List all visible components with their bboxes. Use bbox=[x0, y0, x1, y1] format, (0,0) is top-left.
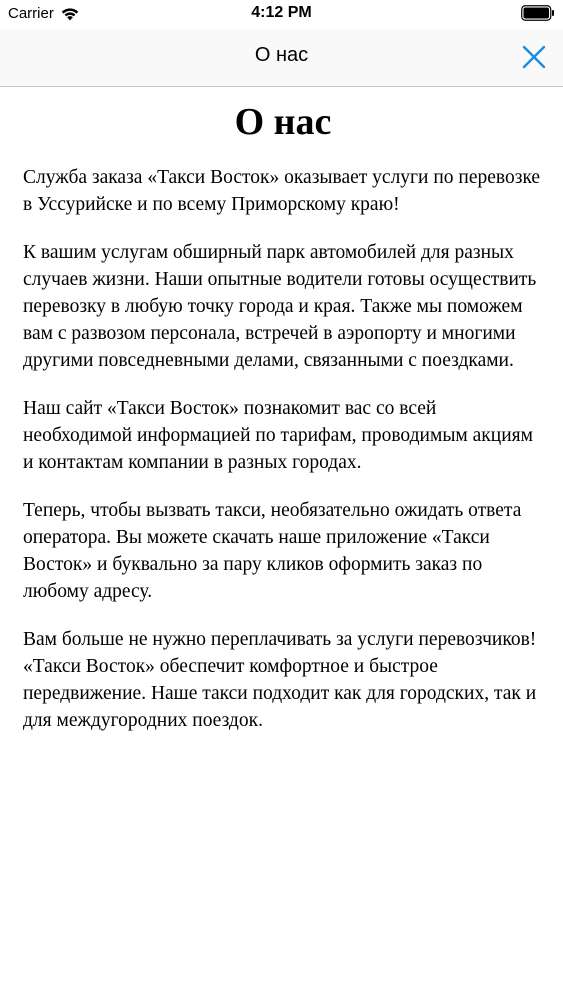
about-paragraph-4: Теперь, чтобы вызвать такси, необязательно ожидать ответа оператора. Вы можете скачать наше приложение «Такси Восток» и буквально за пару кликов оформить заказ по любому адресу. bbox=[23, 500, 522, 602]
status-bar bbox=[0, 0, 563, 30]
about-paragraph-2: К вашим услугам обширный парк автомобилей для разных случаев жизни. Наши опытные водители готовы осуществить перевозку в любую точку города и края. Также мы поможем вам с развозом персонала, встречей в аэропорту и многими другими повседневными делами, связанными с поездками. bbox=[23, 242, 537, 371]
close-icon bbox=[519, 42, 549, 72]
battery-icon bbox=[521, 5, 555, 21]
page-title: О нас bbox=[234, 101, 332, 143]
about-paragraph-1: Служба заказа «Такси Восток» оказывает услуги по перевозке в Уссурийске и по всему Приморскому краю! bbox=[23, 167, 541, 215]
carrier-label: Carrier bbox=[8, 5, 54, 22]
status-time: 4:12 PM bbox=[251, 4, 312, 21]
close-button[interactable] bbox=[519, 42, 549, 72]
about-paragraph-5: Вам больше не нужно переплачивать за услуги перевозчиков! «Такси Восток» обеспечит комфортное и быстрое передвижение. Наше такси подходит как для городских, так и для междугородних поездок. bbox=[23, 629, 537, 731]
about-paragraph-3: Наш сайт «Такси Восток» познакомит вас со всей необходимой информацией по тарифам, проводимым акциям и контактам компании в разных городах. bbox=[23, 398, 533, 473]
content-area bbox=[23, 90, 543, 755]
nav-title: О нас bbox=[254, 44, 309, 66]
navigation-bar bbox=[0, 30, 563, 87]
